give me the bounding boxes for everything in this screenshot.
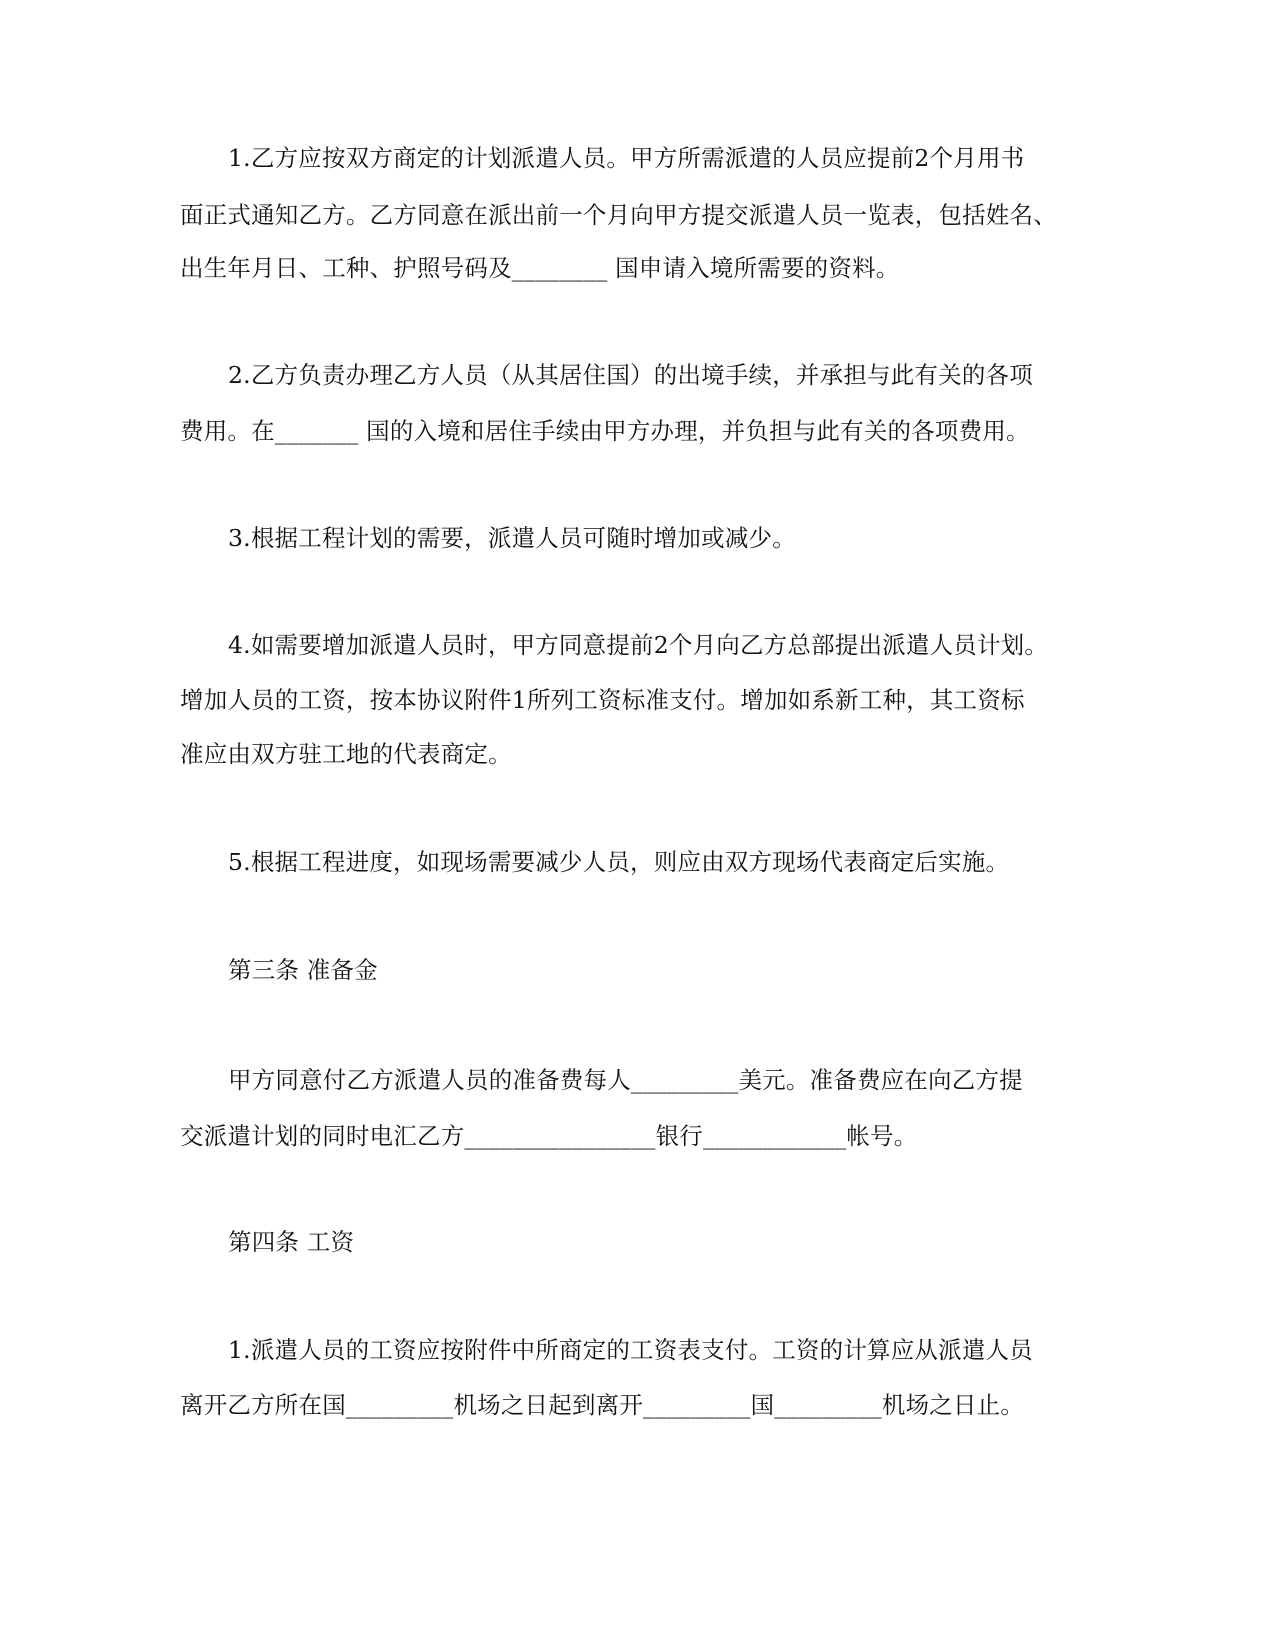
clause-item-4-line-3: 准应由双方驻工地的代表商定。 (180, 740, 512, 768)
article-4-item-1-line-1: 1.派遣人员的工资应按附件中所商定的工资表支付。工资的计算应从派遣人员 (228, 1336, 1033, 1364)
article-3-line-1: 甲方同意付乙方派遣人员的准备费每人_________美元。准备费应在向乙方提 (228, 1066, 1023, 1094)
clause-item-4-line-1: 4.如需要增加派遣人员时，甲方同意提前2个月向乙方总部提出派遣人员计划。 (228, 631, 1049, 659)
article-3-heading: 第三条 准备金 (228, 956, 378, 984)
clause-item-5-line-1: 5.根据工程进度，如现场需要减少人员，则应由双方现场代表商定后实施。 (228, 848, 1010, 876)
clause-item-1-line-2: 面正式通知乙方。乙方同意在派出前一个月向甲方提交派遣人员一览表，包括姓名、 (180, 201, 1057, 229)
clause-item-1-line-1: 1.乙方应按双方商定的计划派遣人员。甲方所需派遣的人员应提前2个月用书 (228, 144, 1025, 172)
clause-item-2-line-2: 费用。在_______ 国的入境和居住手续由甲方办理，并负担与此有关的各项费用。 (180, 417, 1030, 445)
clause-item-2-line-1: 2.乙方负责办理乙方人员（从其居住国）的出境手续，并承担与此有关的各项 (228, 361, 1033, 389)
article-3-line-2: 交派遣计划的同时电汇乙方________________银行____________帐号。 (180, 1122, 918, 1150)
clause-item-1-line-3: 出生年月日、工种、护照号码及________ 国申请入境所需要的资料。 (180, 254, 900, 282)
article-4-heading: 第四条 工资 (228, 1228, 355, 1256)
clause-item-4-line-2: 增加人员的工资，按本协议附件1所列工资标准支付。增加如系新工种，其工资标 (180, 686, 1025, 714)
clause-item-3-line-1: 3.根据工程计划的需要，派遣人员可随时增加或减少。 (228, 524, 796, 552)
article-4-item-1-line-2: 离开乙方所在国_________机场之日起到离开_________国_________机场之日止。 (180, 1391, 1025, 1419)
